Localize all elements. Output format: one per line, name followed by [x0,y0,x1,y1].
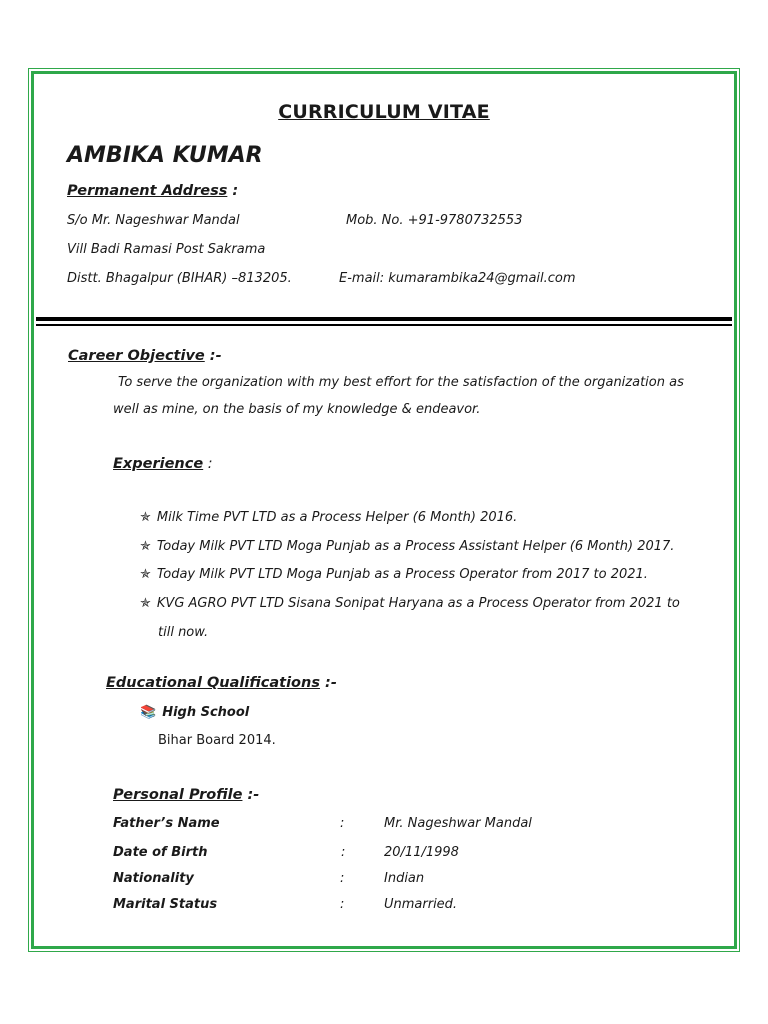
address-line-1: S/o Mr. Nageshwar Mandal [67,213,240,228]
profile-label: Nationality [113,871,194,886]
divider-thick [36,317,732,321]
experience-heading: Experience : [113,456,213,472]
pushpin-icon: ✯ [140,596,151,611]
career-objective-line-2: well as mine, on the basis of my knowledge & endeavor. [113,402,481,417]
pushpin-icon: ✯ [140,567,151,582]
pushpin-icon: ✯ [140,539,151,554]
book-icon: 📚 [140,705,157,720]
email-address: E-mail: kumarambika24@gmail.com [339,271,576,286]
candidate-name: AMBIKA KUMAR [67,143,263,168]
personal-profile-heading: Personal Profile :- [113,787,260,803]
education-item: 📚 High School [140,705,250,720]
experience-item-continuation: till now. [158,625,209,640]
profile-label: Date of Birth [113,845,208,860]
experience-item: ✯ Milk Time PVT LTD as a Process Helper (6 Month) 2016. [140,510,518,525]
divider-thin [36,324,732,326]
address-line-2: Vill Badi Ramasi Post Sakrama [67,242,266,257]
profile-label: Marital Status [113,897,218,912]
profile-separator: : [340,897,345,912]
profile-separator: : [341,845,346,860]
mobile-number: Mob. No. +91-9780732553 [346,213,523,228]
profile-separator: : [340,871,345,886]
experience-item: ✯ KVG AGRO PVT LTD Sisana Sonipat Haryana as a Process Operator from 2021 to [140,596,680,611]
address-heading: Permanent Address : [67,183,239,199]
profile-value: Indian [384,871,425,886]
career-objective-line-1: To serve the organization with my best effort for the satisfaction of the organization as [118,375,684,390]
document-title: CURRICULUM VITAE [278,101,490,123]
education-heading: Educational Qualifications :- [106,675,337,691]
profile-separator: : [340,816,345,831]
profile-value: Mr. Nageshwar Mandal [384,816,532,831]
profile-label: Father’s Name [113,816,220,831]
profile-value: 20/11/1998 [384,845,459,860]
pushpin-icon: ✯ [140,510,151,525]
experience-item: ✯ Today Milk PVT LTD Moga Punjab as a Process Assistant Helper (6 Month) 2017. [140,539,675,554]
address-line-3: Distt. Bhagalpur (BIHAR) –813205. [67,271,292,286]
career-objective-heading: Career Objective :- [68,348,222,364]
profile-value: Unmarried. [384,897,458,912]
experience-item: ✯ Today Milk PVT LTD Moga Punjab as a Process Operator from 2017 to 2021. [140,567,648,582]
education-detail: Bihar Board 2014. [158,733,276,748]
